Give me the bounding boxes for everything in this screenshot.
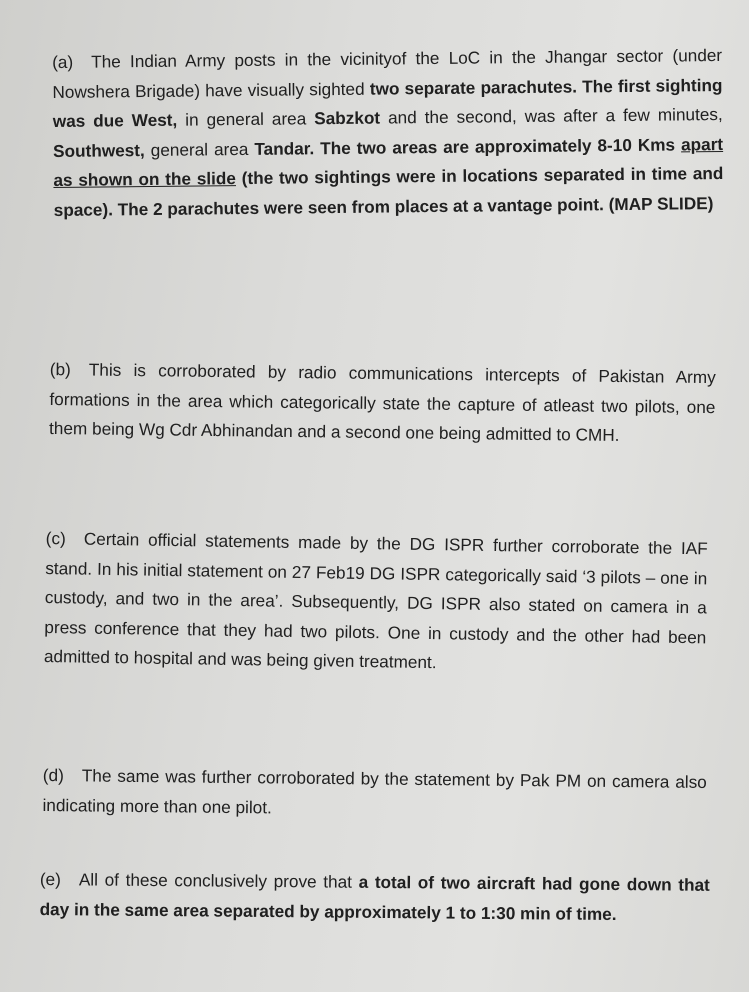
paragraph-text: Certain official statements made by the DG ISPR further corroborate the IAF stand. In his initial statement on 27 Feb19 DG ISPR categorically said ‘3 pilots – one in custody, and two in the area’. Subsequently, DG ISPR also stated on camera in a press conference that they had two pilots. One in custody and the other had been admitted to hospital and was being given treatment. xyxy=(43,528,708,673)
paragraph-text: All of these conclusively prove that xyxy=(78,869,359,892)
paragraph-text: The same was further corroborated by the statement by Pak PM on camera also indicating more than one pilot. xyxy=(42,765,707,817)
paragraph-b xyxy=(49,355,716,452)
paragraph-text: The Indian Army posts in the vicinityof the LoC in the Jhangar sector (under Nowshera Brigade) have visually sighted xyxy=(52,44,723,102)
bold-text: Tandar. The two areas are approximately 8-10 Kms xyxy=(254,133,682,159)
paragraph-e xyxy=(39,865,709,930)
bold-text: Sabzkot xyxy=(314,107,381,129)
paragraph-label: (a) xyxy=(52,51,74,72)
paragraph-label: (b) xyxy=(49,358,71,380)
paragraph-text: and the second, was after a few minutes, xyxy=(380,103,723,128)
paragraph-label: (c) xyxy=(45,527,66,549)
paragraph-text: in general area xyxy=(177,108,315,130)
bold-text: two separate parachutes. The first sighting was due West, xyxy=(52,74,723,131)
paragraph-c xyxy=(44,524,708,682)
paragraph-text: general area xyxy=(144,138,255,160)
paragraph-a xyxy=(52,41,724,225)
paragraph-label: (e) xyxy=(39,868,61,890)
bold-text: a total of two aircraft had gone down that day in the same area separated by approximately 1 to 1:30 min of time. xyxy=(39,871,710,924)
bold-text: Southwest, xyxy=(52,139,145,161)
underlined-text: apart as shown on the slide xyxy=(53,133,724,190)
paragraph-text: This is corroborated by radio communications intercepts of Pakistan Army formations in the area which categorically state the capture of atleast two pilots, one them being Wg Cdr Abhinandan and a second one being admitted to CMH. xyxy=(48,359,716,445)
paragraph-d xyxy=(42,761,707,827)
paragraph-label: (d) xyxy=(42,764,64,786)
bold-text: (the two sightings were in locations separated in time and space). The 2 parachutes were seen from places at a vantage point. (MAP SLIDE) xyxy=(53,162,724,220)
